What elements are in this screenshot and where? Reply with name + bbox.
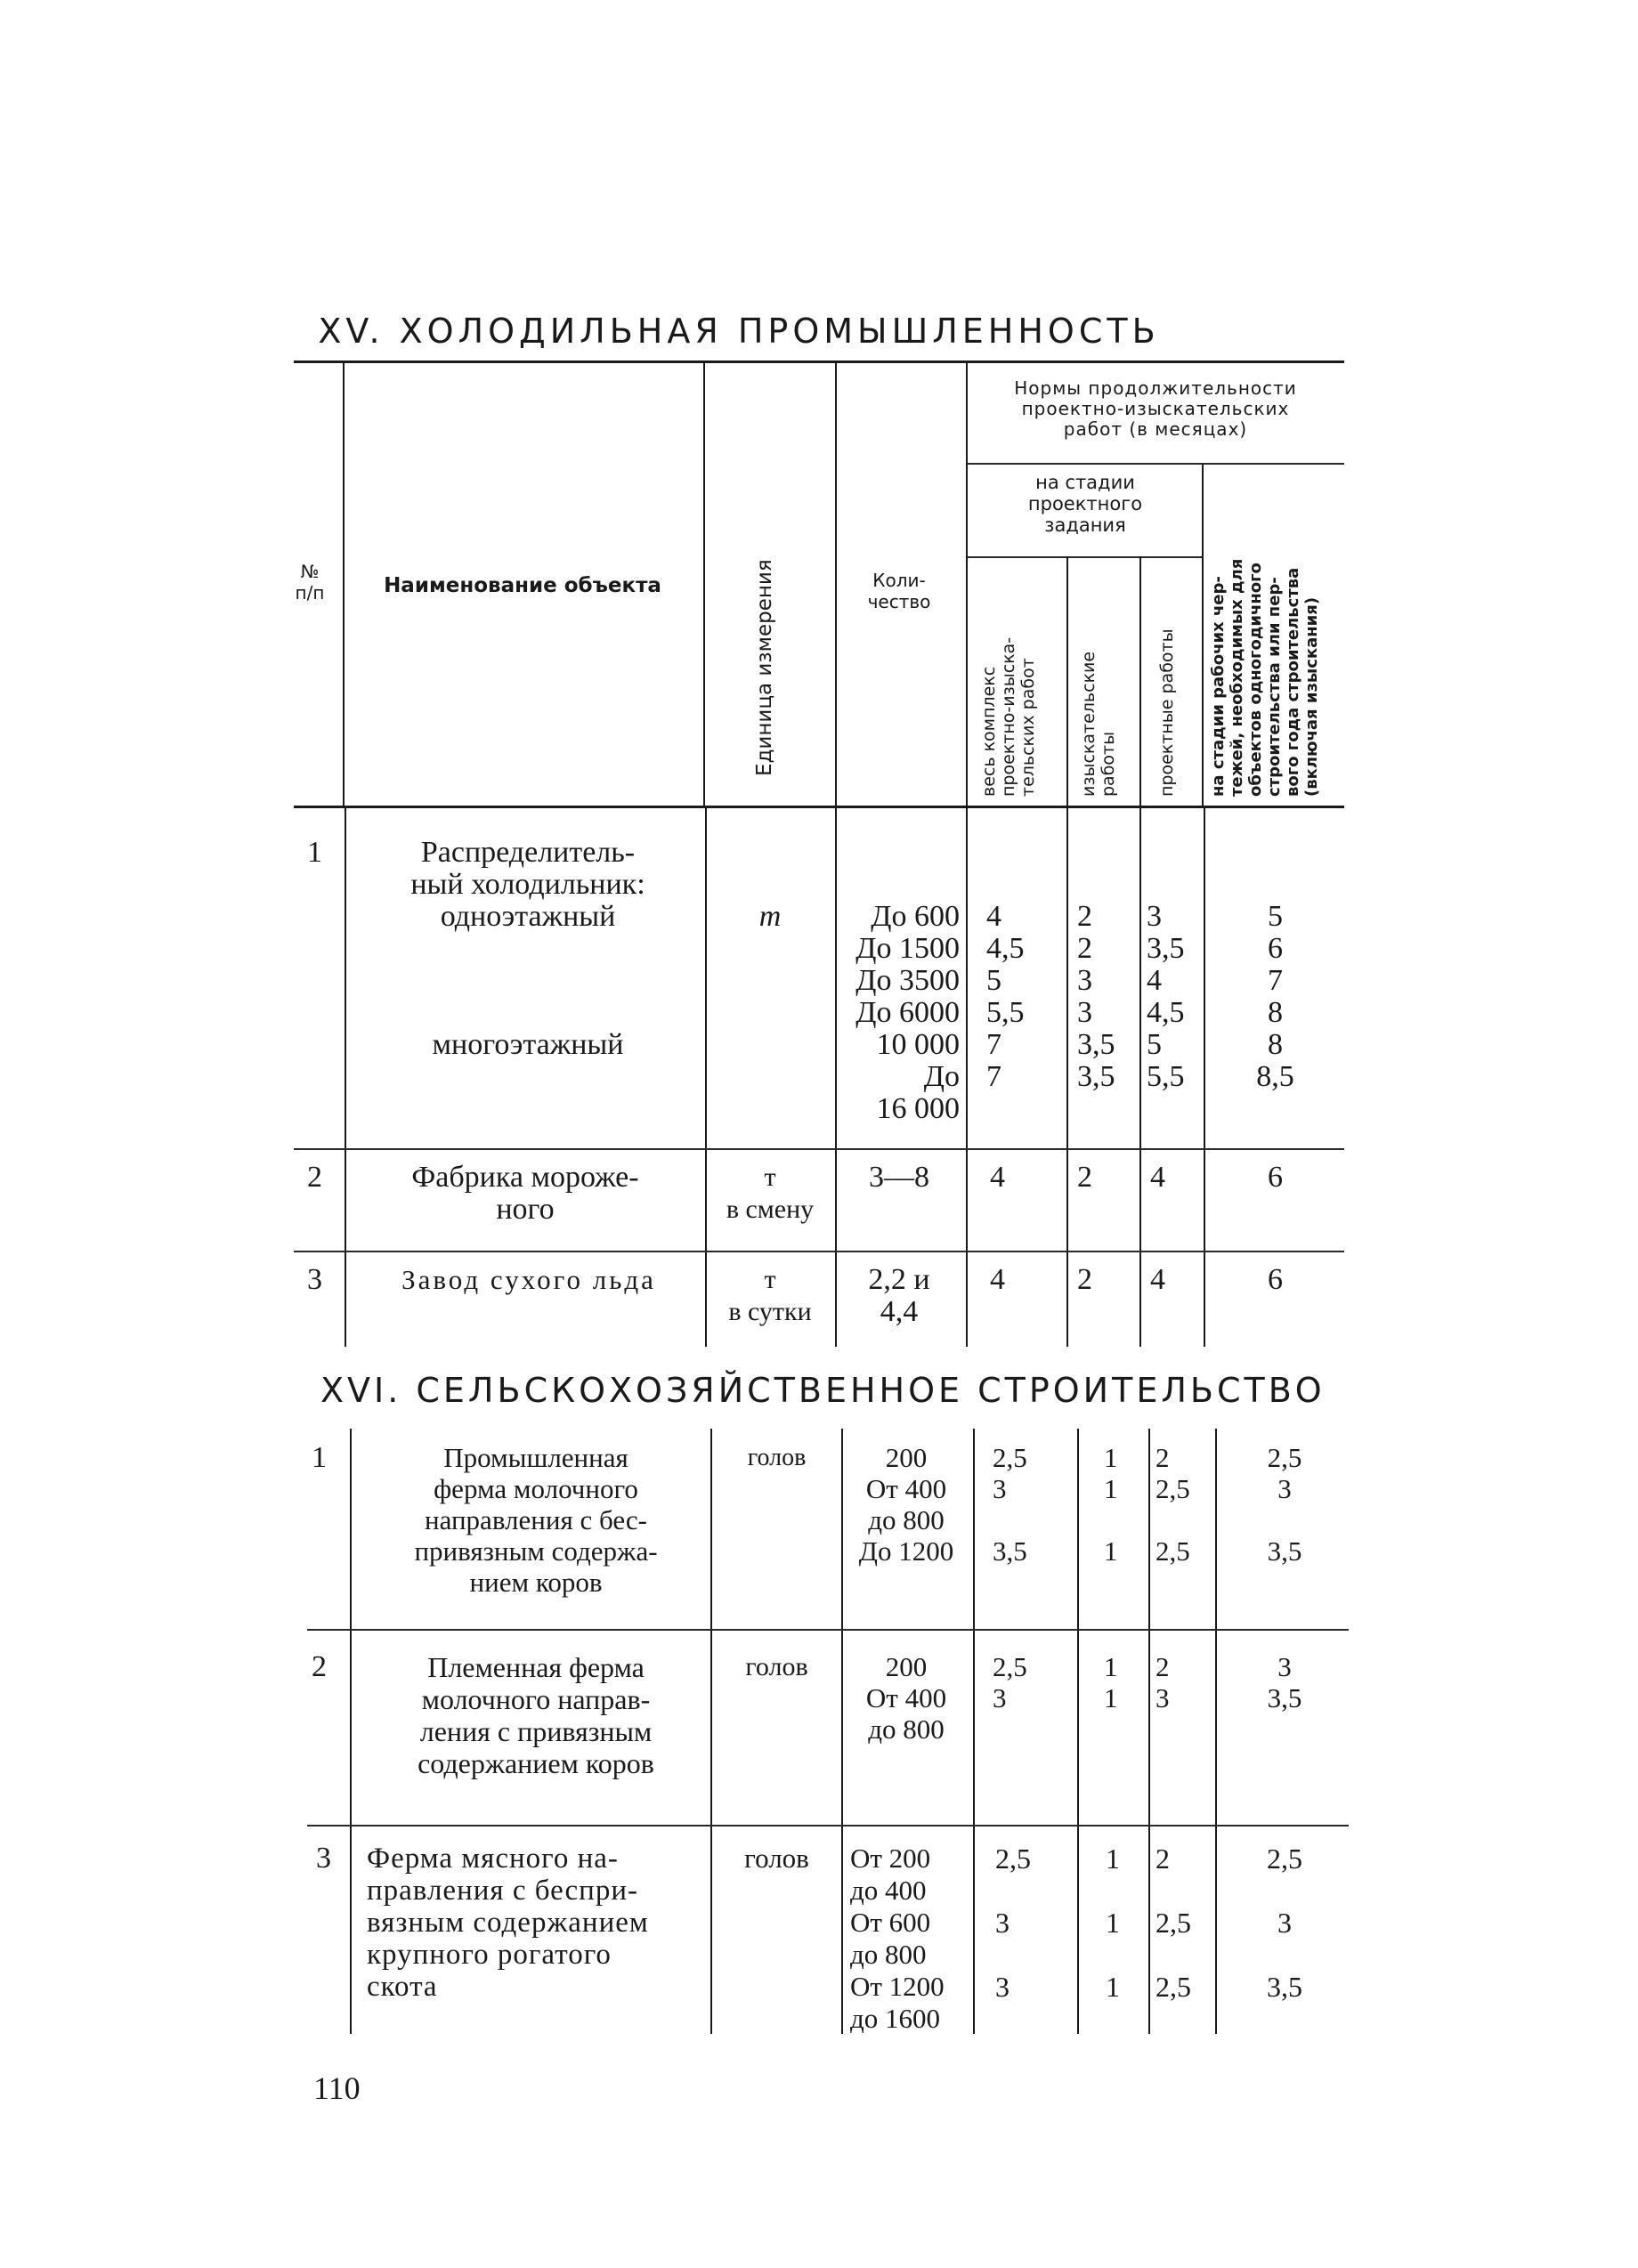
s1-row3-c3: 4 (1150, 1263, 1165, 1296)
header-no: № п/п (295, 561, 325, 603)
header-vline-6 (1139, 556, 1141, 806)
s2-row2-c1: 2,5 3 (993, 1651, 1027, 1713)
s2-vline-7 (1215, 1429, 1217, 2034)
s2-row1-no: 1 (312, 1441, 327, 1474)
header-vline-1 (343, 362, 345, 806)
s2-vline-5 (1077, 1429, 1079, 2034)
s1-row1-c4: 5 6 7 8 8 8,5 (1256, 900, 1294, 1093)
s2-row1-name: Промышленная ферма молочного направления с бес- привязным содержа- нием коров (414, 1442, 658, 1598)
s1-vline-6 (1139, 808, 1141, 1347)
s2-row3-unit: голов (744, 1843, 809, 1874)
s1-row1-name: Распределитель- ный холодильник: одноэтажный многоэтажный (410, 836, 645, 1061)
table-top-rule (294, 360, 1344, 363)
s1-row3-unit: т в сутки (728, 1265, 812, 1326)
s1-row1-unit: т (758, 900, 782, 933)
s2-row1-qty: 200 От 400 до 800 До 1200 (858, 1442, 954, 1567)
s1-row3-no: 3 (307, 1263, 322, 1296)
s1-row1-c1: 4 4,5 5 5,5 7 7 (986, 900, 1025, 1093)
s1-row3-c4: 6 (1268, 1263, 1283, 1296)
s2-row2-c2: 1 1 (1104, 1651, 1118, 1713)
s2-row2-no: 2 (312, 1650, 327, 1683)
s2-row1-c1: 2,5 3 3,5 (993, 1442, 1027, 1567)
header-vline-5 (1066, 556, 1068, 806)
s2-row3-name: Ферма мясного на- правления с беспри- вязным содержанием крупного рогатого скота (367, 1843, 649, 2003)
s1-row1-c3: 3 3,5 4 4,5 5 5,5 (1147, 900, 1185, 1093)
header-quantity: Коли- чество (867, 570, 931, 612)
s2-row1-c3: 2 2,5 2,5 (1156, 1442, 1190, 1567)
s1-vline-1 (345, 808, 346, 1347)
s1-vline-5 (1066, 808, 1068, 1347)
s2-row2-name: Племенная ферма молочного направ- ления с привязным содержанием коров (418, 1651, 654, 1779)
s2-vline-2 (710, 1429, 712, 2034)
s2-vline-3 (841, 1429, 843, 2034)
s2-vline-1 (350, 1429, 352, 2034)
s2-row1-c2: 1 1 1 (1104, 1442, 1118, 1567)
header-norms: Нормы продолжительности проектно-изыскательских работ (в месяцах) (1014, 377, 1297, 440)
s1-row2-no: 2 (307, 1161, 322, 1194)
s1-vline-7 (1204, 808, 1205, 1347)
s2-row-sep-2 (307, 1825, 1349, 1827)
s2-row2-c3: 2 3 (1156, 1651, 1170, 1713)
s1-row2-qty: 3—8 (869, 1161, 929, 1194)
s2-row2-unit: голов (745, 1652, 808, 1681)
s2-row-sep-1 (307, 1629, 1349, 1631)
s1-row2-c1: 4 (990, 1161, 1005, 1194)
s2-row3-no: 3 (316, 1842, 331, 1875)
s2-row2-qty: 200 От 400 до 800 (865, 1651, 947, 1745)
header-unit: Единица измерения (753, 559, 776, 776)
s1-row-sep-2 (294, 1251, 1344, 1252)
s1-row1-c2: 2 2 3 3 3,5 3,5 (1077, 900, 1115, 1093)
s1-row2-c3: 4 (1150, 1161, 1165, 1194)
s1-row1-no: 1 (307, 836, 322, 869)
s1-row3-c2: 2 (1077, 1263, 1092, 1296)
s2-vline-4 (973, 1429, 975, 2034)
page-number: 110 (313, 2070, 361, 2106)
s1-row2-c4: 6 (1268, 1161, 1283, 1194)
norms-under-rule (966, 463, 1344, 465)
s2-row3-qty: От 200 до 400 От 600 до 800 От 1200 до 1600 (850, 1843, 945, 2034)
s1-row3-name: Завод сухого льда (401, 1264, 656, 1295)
header-vline-7 (1202, 465, 1204, 806)
s1-row-sep-1 (294, 1148, 1344, 1150)
s2-row3-c2: 1 1 1 (1106, 1843, 1120, 2003)
s1-row2-unit: т в смену (726, 1162, 815, 1224)
header-stage-project: на стадии проектного задания (1027, 472, 1143, 536)
header-col-design: проектные работы (1157, 628, 1177, 797)
header-object-name: Наименование объекта (384, 574, 661, 597)
s2-row3-c3: 2 2,5 2,5 (1156, 1843, 1191, 2003)
header-bottom-rule (294, 806, 1344, 808)
s2-vline-6 (1148, 1429, 1150, 2034)
s2-row3-c4: 2,5 3 3,5 (1267, 1843, 1302, 2003)
s2-row1-unit: голов (747, 1444, 807, 1471)
s2-row1-c4: 2,5 3 3,5 (1267, 1442, 1302, 1567)
s1-vline-4 (966, 808, 968, 1347)
section-15-title: XV. ХОЛОДИЛЬНАЯ ПРОМЫШЛЕННОСТЬ (318, 312, 1160, 351)
header-col-full-complex: весь комплекс проектно-изыска- тельских работ (979, 636, 1038, 797)
header-col-working-drawings: на стадии рабочих чер- тежей, необходимых для объектов одногодичного строительства или пер- вого года строительства (включая изыскания) (1209, 558, 1321, 797)
s2-row3-c1: 2,5 3 3 (995, 1843, 1031, 2003)
s1-row2-name: Фабрика мороже- ного (411, 1161, 639, 1226)
s1-row2-c2: 2 (1077, 1161, 1092, 1194)
section-16-title: XVI. СЕЛЬСКОХОЗЯЙСТВЕННОЕ СТРОИТЕЛЬСТВО (320, 1371, 1326, 1410)
header-col-survey: изыскательские работы (1079, 651, 1118, 797)
s1-row3-qty: 2,2 и 4,4 (868, 1263, 930, 1328)
s2-row2-c4: 3 3,5 (1267, 1651, 1302, 1713)
s1-row3-c1: 4 (990, 1263, 1005, 1296)
header-vline-2 (703, 362, 705, 806)
s1-row1-qty: До 600 До 1500 До 3500 До 6000 10 000 До 16 000 (855, 900, 960, 1125)
header-vline-4 (966, 362, 968, 806)
stage-under-rule (966, 556, 1202, 558)
